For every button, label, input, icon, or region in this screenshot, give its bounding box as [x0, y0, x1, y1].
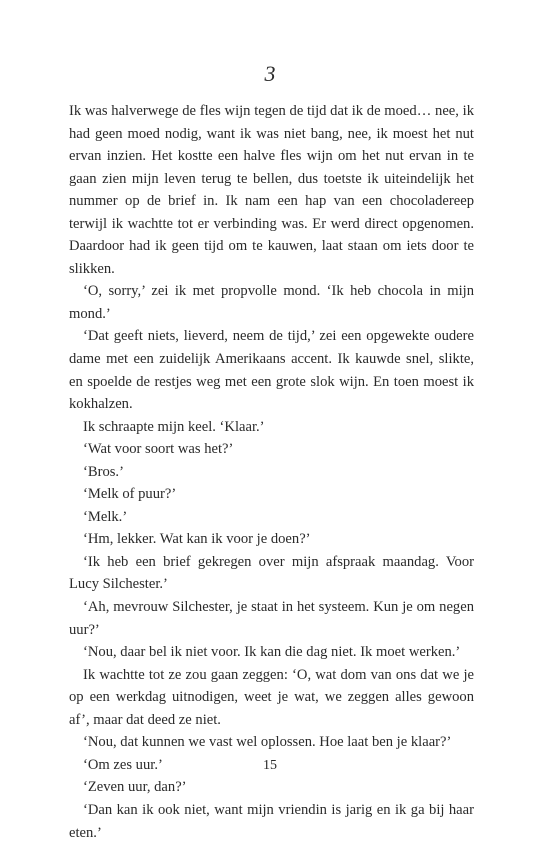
paragraph: ‘O, sorry,’ zei ik met propvolle mond. ‘Ik heb chocola in mijn mond.’	[69, 283, 474, 322]
chapter-number: 3	[264, 61, 276, 86]
paragraph: ‘Om zes uur.’	[83, 756, 163, 773]
paragraph: Ik schraapte mijn keel. ‘Klaar.’	[83, 418, 265, 435]
paragraph: ‘Ik heb een brief gekregen over mijn afspraak maandag. Voor Lucy Silchester.’	[69, 553, 474, 593]
page-number: 15	[263, 758, 277, 773]
paragraph: ‘Dat geeft niets, lieverd, neem de tijd,’ zei een opgewekte oudere dame met een zuidelijk Amerikaans accent. Ik kauwde snel, slikte, en spoelde de restjes weg met een grote slok wijn. En toen moest ik kokhalzen.	[69, 328, 474, 413]
paragraph: ‘Dan kan ik ook niet, want mijn vriendin is jarig en ik ga bij haar eten.’	[69, 801, 474, 841]
paragraph: ‘Melk of puur?’	[83, 486, 177, 503]
paragraph: ‘Melk.’	[83, 508, 128, 525]
paragraph: ‘Wat voor soort was het?’	[83, 441, 234, 458]
paragraph: ‘Nou, dat kunnen we vast wel oplossen. Hoe laat ben je klaar?’	[83, 734, 452, 751]
paragraph: ‘Bros.’	[83, 463, 124, 480]
chapter-body-text	[69, 100, 474, 844]
paragraph: Ik wachtte tot ze zou gaan zeggen: ‘O, wat dom van ons dat we je op een werkdag uitnodigen, weet je wat, we zeggen alles gewoon af’, maar dat deed ze niet.	[69, 666, 474, 728]
paragraph: ‘Nou, daar bel ik niet voor. Ik kan die dag niet. Ik moet werken.’	[83, 644, 461, 661]
paragraph: ‘Ah, mevrouw Silchester, je staat in het systeem. Kun je om negen uur?’	[69, 599, 474, 638]
paragraph: ‘Hm, lekker. Wat kan ik voor je doen?’	[83, 531, 311, 548]
paragraph: Ik was halverwege de fles wijn tegen de tijd dat ik de moed… nee, ik had geen moed nodig, want ik was niet bang, nee, ik moest het nut ervan inzien. Het kostte een halve fles wijn om het nut ervan in te gaan zien mijn leven terug te bellen, dus toetste ik uiteindelijk het nummer op de brief in. Ik nam een hap van een chocoladereep terwijl ik wachtte tot er verbinding was. Er werd direct opgenomen. Daardoor had ik geen tijd om te kauwen, laat staan om iets door te slikken.	[69, 103, 474, 277]
paragraph: ‘Zeven uur, dan?’	[83, 779, 187, 796]
